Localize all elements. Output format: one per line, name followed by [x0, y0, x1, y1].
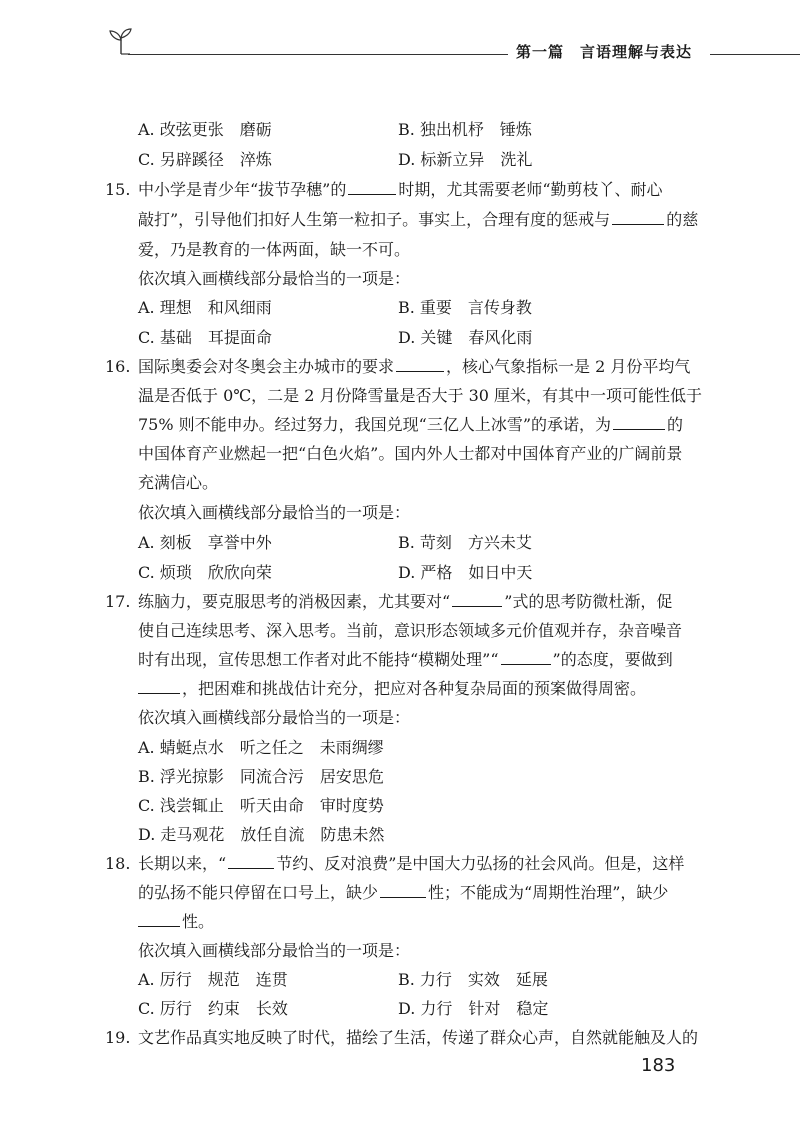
q17-text: ”的态度，要做到	[552, 650, 673, 669]
q18-text: 的弘扬不能只停留在口号上，缺少	[138, 883, 379, 902]
q16-text: 国际奥委会对冬奥会主办城市的要求	[138, 357, 395, 376]
blank	[380, 896, 426, 898]
blank	[228, 867, 274, 869]
sprout-icon	[106, 26, 136, 56]
q15-option-b: B. 重要 言传身教	[398, 298, 532, 317]
q15-text: 敲打”，引导他们扣好人生第一粒扣子。事实上，合理有度的惩戒与	[138, 210, 611, 229]
q17-text: 时有出现，宣传思想工作者对此不能持“模糊处理”“	[138, 650, 499, 669]
q18-option-c: C. 厉行 约束 长效	[138, 999, 288, 1018]
blank	[348, 193, 396, 195]
q14-option-c: C. 另辟蹊径 淬炼	[138, 150, 272, 169]
q17-option-b: B. 浮光掠影 同流合污 居安思危	[138, 767, 384, 786]
q15-option-d: D. 关键 春风化雨	[398, 328, 533, 347]
q17-line-4	[138, 677, 646, 701]
q14-option-d: D. 标新立异 洗礼	[398, 150, 533, 169]
blank	[452, 605, 502, 607]
q16-line-1	[138, 355, 690, 379]
q17-option-d: D. 走马观花 放任自流 防患未然	[138, 825, 385, 844]
q15-text: 的慈	[666, 210, 699, 229]
q15-text: 时期，尤其需要老师“勤剪枝丫、耐心	[398, 180, 663, 199]
q18-text: 性。	[182, 912, 215, 931]
q18-line-3	[138, 910, 214, 934]
q17-line-2: 使自己连续思考、深入思考。当前，意识形态领域多元价值观并存，杂音噪音	[138, 621, 683, 640]
blank	[612, 223, 664, 225]
blank	[396, 370, 444, 372]
q18-text: 节约、反对浪费”是中国大力弘扬的社会风尚。但是，这样	[276, 854, 685, 873]
q16-text: 的	[667, 415, 684, 434]
q18-text: 性；不能成为“周期性治理”，缺少	[428, 883, 669, 902]
q15-line-2	[138, 208, 698, 232]
q17-prompt: 依次填入画横线部分最恰当的一项是：	[138, 708, 411, 727]
q17-line-3	[138, 648, 673, 672]
q18-prompt: 依次填入画横线部分最恰当的一项是：	[138, 941, 411, 960]
q16-option-a: A. 刻板 享誉中外	[138, 533, 272, 552]
q17-text: 练脑力，要克服思考的消极因素，尤其要对“	[138, 592, 451, 611]
q17-option-a: A. 蜻蜓点水 听之任之 未雨绸缪	[138, 738, 384, 757]
q17-text: ，把困难和挑战估计充分，把应对各种复杂局面的预案做得周密。	[182, 679, 647, 698]
q16-line-5: 充满信心。	[138, 473, 219, 492]
q17-line-1	[138, 590, 672, 614]
blank	[501, 663, 551, 665]
blank	[138, 925, 180, 927]
q16-number: 16.	[105, 357, 131, 376]
q14-option-a: A. 改弦更张 磨砺	[138, 120, 272, 139]
q18-option-d: D. 力行 针对 稳定	[398, 999, 549, 1018]
page-number: 183	[641, 1055, 676, 1076]
q16-text: 75% 则不能申办。经过努力，我国兑现“三亿人上冰雪”的承诺，为	[138, 415, 612, 434]
q15-prompt: 依次填入画横线部分最恰当的一项是：	[138, 269, 411, 288]
q15-text: 中小学是青少年“拔节孕穗”的	[138, 180, 347, 199]
q16-prompt: 依次填入画横线部分最恰当的一项是：	[138, 503, 411, 522]
q15-line-1	[138, 178, 663, 202]
section-title: 第一篇 言语理解与表达	[516, 43, 693, 61]
q15-line-3: 爱，乃是教育的一体两面，缺一不可。	[138, 240, 411, 259]
q18-number: 18.	[105, 854, 131, 873]
q16-line-2: 温是否低于 0℃，二是 2 月份降雪量是否大于 30 厘米，有其中一项可能性低于	[138, 386, 703, 405]
q19-line-1: 文艺作品真实地反映了时代，描绘了生活，传递了群众心声，自然就能触及人的	[138, 1028, 699, 1047]
q16-line-4: 中国体育产业燃起一把“白色火焰”。国内外人士都对中国体育产业的广阔前景	[138, 444, 683, 463]
page-header	[0, 0, 800, 90]
q16-option-c: C. 烦琐 欣欣向荣	[138, 563, 272, 582]
q18-option-a: A. 厉行 规范 连贯	[138, 970, 288, 989]
header-rule-left	[128, 54, 508, 55]
q14-option-b: B. 独出机杼 锤炼	[398, 120, 532, 139]
q19-number: 19.	[105, 1028, 131, 1047]
q15-option-c: C. 基础 耳提面命	[138, 328, 272, 347]
q18-option-b: B. 力行 实效 延展	[398, 970, 548, 989]
q18-line-2	[138, 881, 668, 905]
q16-option-d: D. 严格 如日中天	[398, 563, 533, 582]
q17-option-c: C. 浅尝辄止 听天由命 审时度势	[138, 796, 384, 815]
q15-number: 15.	[105, 180, 131, 199]
q17-text: ”式的思考防微杜渐，促	[504, 592, 673, 611]
q17-number: 17.	[105, 592, 131, 611]
q15-option-a: A. 理想 和风细雨	[138, 298, 272, 317]
q16-line-3	[138, 413, 683, 437]
q18-text: 长期以来，“	[138, 854, 227, 873]
q16-option-b: B. 苛刻 方兴未艾	[398, 533, 532, 552]
header-rule-right	[710, 54, 800, 55]
blank	[138, 692, 180, 694]
blank	[613, 428, 665, 430]
q16-text: ，核心气象指标一是 2 月份平均气	[446, 357, 691, 376]
q18-line-1	[138, 852, 684, 876]
